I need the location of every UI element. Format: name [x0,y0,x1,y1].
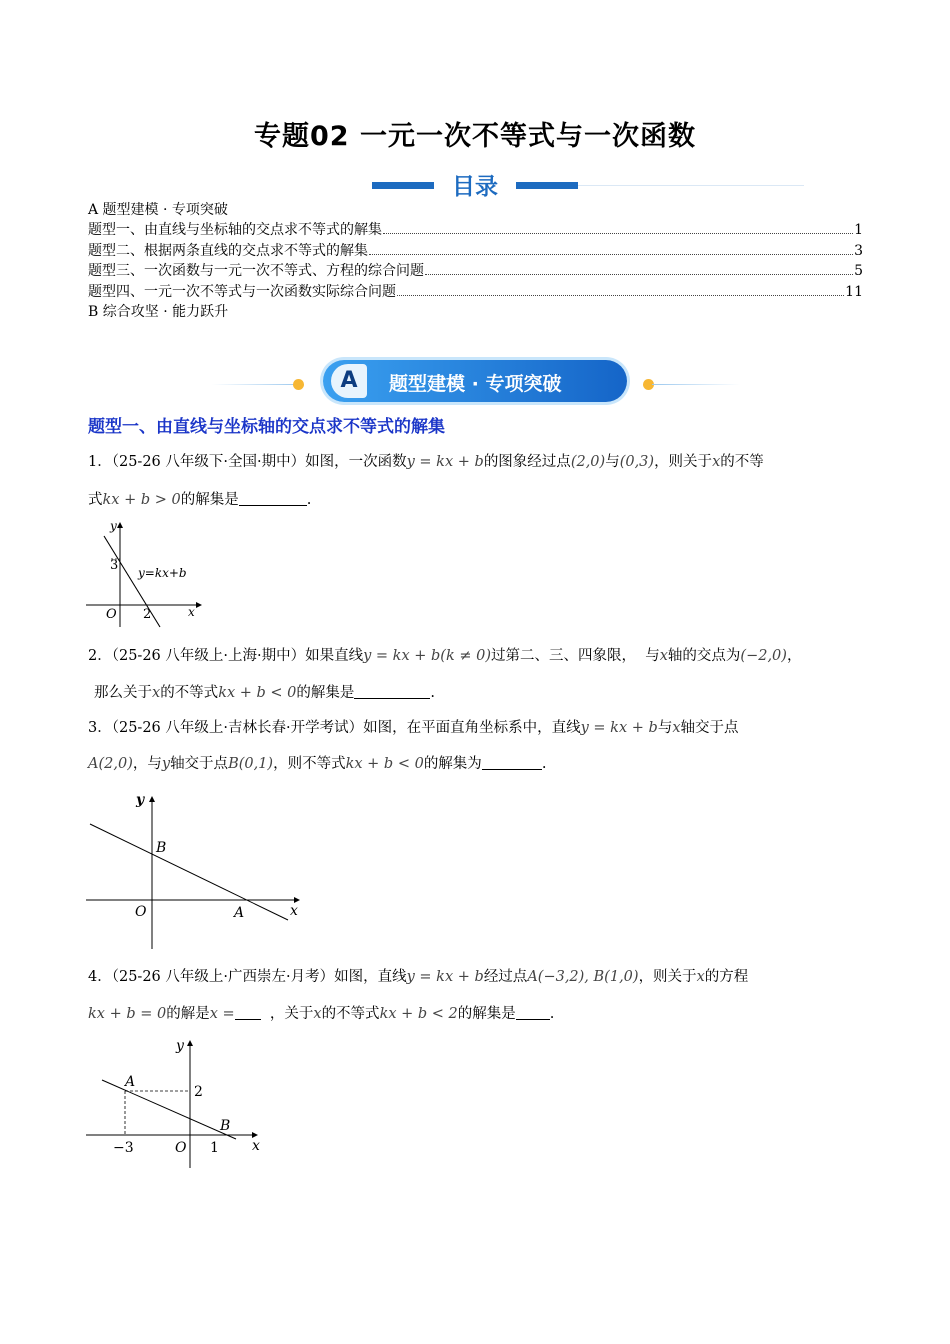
question-2-line-2: 那么关于x的不等式kx + b < 0的解集是 . [94,685,436,701]
x-axis-label: x [188,605,195,619]
origin-label: O [106,607,117,622]
y-axis-label: y [136,792,145,808]
x-axis-label: x [290,903,298,919]
document-title: 专题02 一元一次不等式与一次函数 [254,121,696,152]
toc-item[interactable]: 题型三、一次函数与一元一次不等式、方程的综合问题 5 [88,263,863,279]
y-axis-label: y [110,519,117,533]
tick-label: 2 [143,607,152,622]
point-b-label: B [156,840,167,856]
origin-label: O [135,904,147,920]
answer-blank[interactable] [482,755,542,770]
answer-blank[interactable] [235,1005,261,1020]
section-letter: A [331,364,367,398]
origin-label: O [175,1140,187,1156]
question-3-line-2: A(2,0)，与y轴交于点B(0,1)，则不等式kx + b < 0的解集为 . [88,756,547,772]
tick-label: −3 [113,1140,134,1156]
banner-dot-left [293,379,304,390]
answer-blank[interactable] [516,1005,550,1020]
question-4-line-1: 4．（25-26 八年级上·广西崇左·月考）如图，直线y = kx + b经过点A(−3,2), B(1,0)，则关于x的方程 [88,969,749,985]
toc-item[interactable]: 题型二、根据两条直线的交点求不等式的解集 3 [88,243,863,259]
tick-label: 3 [110,558,119,573]
toc-item[interactable]: B 综合攻坚 · 能力跃升 [88,304,229,320]
question-1-line-2: 式kx + b > 0的解集是 . [88,492,312,508]
question-4-line-2: kx + b = 0的解是x = ，关于x的不等式kx + b < 2的解集是 . [88,1006,555,1022]
x-axis-label: x [252,1138,260,1154]
toc-underline [578,185,804,186]
question-1-line-1: 1．（25-26 八年级下·全国·期中）如图，一次函数y = kx + b的图象经过点(2,0)与(0,3)，则关于x的不等 [88,454,764,470]
question-4-figure [80,1034,270,1174]
banner-line-left [212,384,300,385]
point-a-label: A [125,1074,136,1090]
tick-label: 2 [194,1084,203,1100]
point-b-label: B [220,1118,231,1134]
tick-label: 1 [210,1140,219,1156]
answer-blank[interactable] [354,684,430,699]
section-banner [323,360,627,402]
line-label: y=kx+b [138,566,187,580]
answer-blank[interactable] [239,491,307,506]
toc-item[interactable]: 题型四、一元一次不等式与一次函数实际综合问题 11 [88,284,863,300]
question-3-figure [80,786,310,952]
toc-bar-left [372,182,434,189]
question-3-line-1: 3．（25-26 八年级上·吉林长春·开学考试）如图，在平面直角坐标系中，直线y = kx + b与x轴交于点 [88,720,739,736]
toc-item[interactable]: A 题型建模 · 专项突破 [88,202,228,218]
toc-item[interactable]: 题型一、由直线与坐标轴的交点求不等式的解集 1 [88,222,863,238]
type-heading: 题型一、由直线与坐标轴的交点求不等式的解集 [88,417,445,437]
banner-line-right [652,384,740,385]
question-1-figure [80,514,210,632]
toc-bar-right [516,182,578,189]
question-2-line-1: 2．（25-26 八年级上·上海·期中）如果直线y = kx + b(k ≠ 0)过第二、三、四象限， 与x轴的交点为(−2,0)， [88,648,802,664]
y-axis-label: y [176,1038,184,1054]
point-a-label: A [234,905,245,921]
section-title: 题型建模 · 专项突破 [389,373,562,395]
toc-heading: 目录 [452,174,498,200]
